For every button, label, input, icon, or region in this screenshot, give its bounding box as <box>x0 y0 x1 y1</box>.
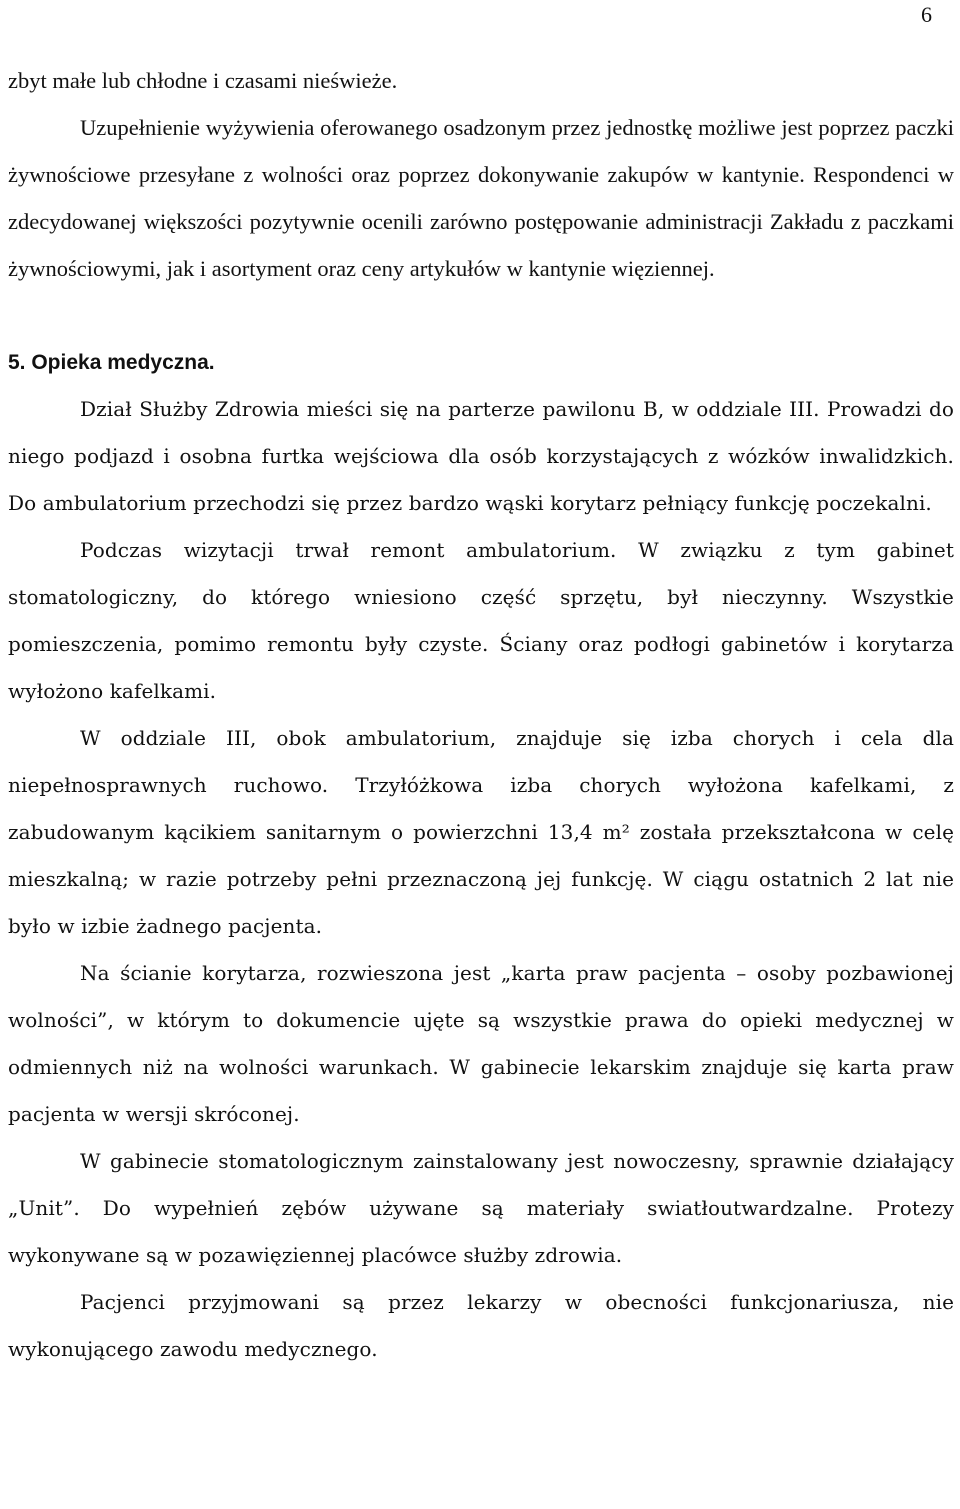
paragraph-patient-rights: Na ścianie korytarza, rozwieszona jest „karta praw pacjenta – osoby pozbawionej wolności”, w którym to dokumencie ujęte są wszystkie prawa do opieki medycznej w odmiennych niż na wolności warunkach. W gabinecie lekarskim znajduje się karta praw pacjenta w wersji skróconej. <box>8 961 954 1126</box>
paragraph-continued: zbyt małe lub chłodne i czasami nieświeże. <box>8 68 398 93</box>
paragraph-patient-admission: Pacjenci przyjmowani są przez lekarzy w obecności funkcjonariusza, nie wykonującego zawodu medycznego. <box>8 1290 954 1361</box>
paragraph-dental-office: W gabinecie stomatologicznym zainstalowany jest nowoczesny, sprawnie działający „Unit”. Do wypełnień zębów używane są materiały swiatłoutwardzalne. Protezy wykonywane są w pozawięziennej placówce służby zdrowia. <box>8 1149 954 1267</box>
paragraph-health-service-location: Dział Służby Zdrowia mieści się na parterze pawilonu B, w oddziale III. Prowadzi do niego podjazd i osobna furtka wejściowa dla osób korzystających z wózków inwalidzkich. Do ambulatorium przechodzi się przez bardzo wąski korytarz pełniący funkcję poczekalni. <box>8 397 954 515</box>
paragraph-sick-room: W oddziale III, obok ambulatorium, znajduje się izba chorych i cela dla niepełnosprawnych ruchowo. Trzyłóżkowa izba chorych wyłożona kafelkami, z zabudowanym kącikiem sanitarnym o powierzchni 13,4 m² została przekształcona w celę mieszkalną; w razie potrzeby pełni przeznaczoną jej funkcję. W ciągu ostatnich 2 lat nie było w izbie żadnego pacjenta. <box>8 726 954 938</box>
paragraph-renovation: Podczas wizytacji trwał remont ambulatorium. W związku z tym gabinet stomatologiczny, do którego wniesiono część sprzętu, był nieczynny. Wszystkie pomieszczenia, pomimo remontu były czyste. Ściany oraz podłogi gabinetów i korytarza wyłożono kafelkami. <box>8 538 954 703</box>
section-4-continuation <box>8 57 954 292</box>
document-body <box>8 57 954 1373</box>
section-heading-medical-care: 5. Opieka medyczna. <box>8 351 215 374</box>
page-number: 6 <box>921 2 932 27</box>
section-5-body <box>8 386 954 1373</box>
paragraph-supplementing-food: Uzupełnienie wyżywienia oferowanego osadzonym przez jednostkę możliwe jest poprzez paczki żywnościowe przesyłane z wolności oraz poprzez dokonywanie zakupów w kantynie. Respondenci w zdecydowanej większości pozytywnie ocenili zarówno postępowanie administracji Zakładu z paczkami żywnościowymi, jak i asortyment oraz ceny artykułów w kantynie więziennej. <box>8 115 954 281</box>
